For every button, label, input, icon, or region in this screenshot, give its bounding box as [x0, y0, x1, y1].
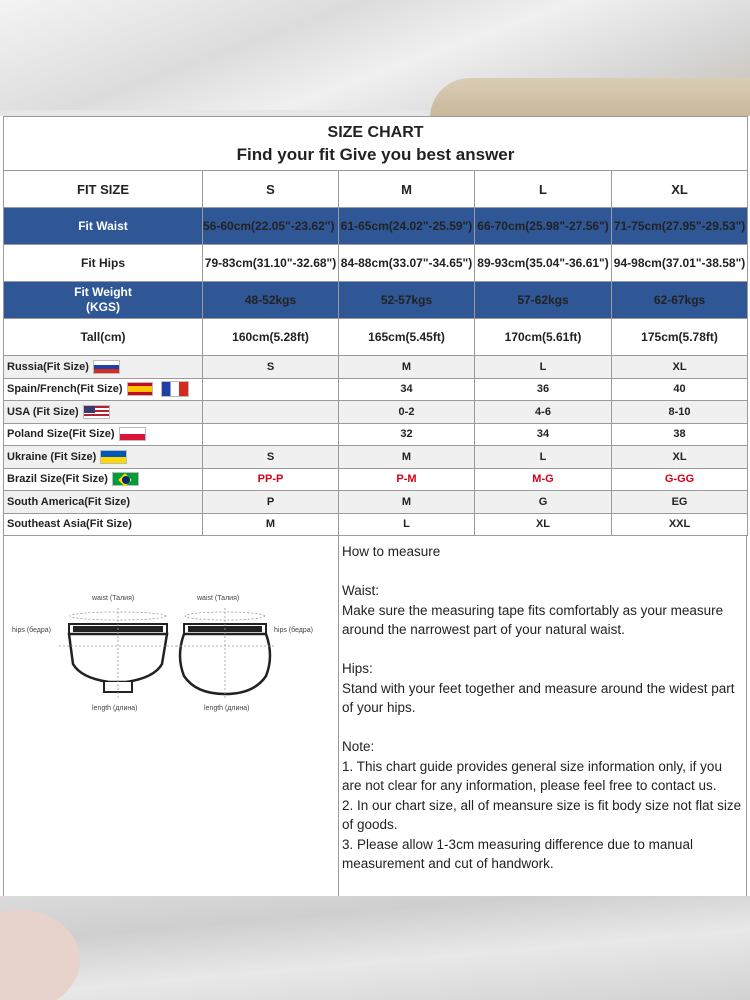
measure-section	[3, 536, 747, 896]
country-label-poland: Poland Size(Fit Size)	[7, 428, 115, 441]
size-header-l: L	[475, 171, 612, 208]
hips-value-s: 79-83cm(31.10"-32.68")	[203, 245, 339, 282]
ukraine-value-l: L	[475, 446, 612, 469]
brazil-flag-icon	[112, 472, 139, 486]
poland-value-l: 34	[475, 423, 612, 446]
weight-value-m: 52-57kgs	[339, 282, 475, 319]
country-label-ukraine: Ukraine (Fit Size)	[7, 450, 97, 463]
tall-value-l: 170cm(5.61ft)	[475, 319, 612, 356]
front-hips-label: hips (бедра)	[12, 627, 51, 634]
country-row-usa	[4, 401, 748, 424]
spain-flag-icon	[127, 382, 153, 396]
tall-value-xl: 175cm(5.78ft)	[612, 319, 748, 356]
weight-value-xl: 62-67kgs	[612, 282, 748, 319]
fit-size-header: FIT SIZE	[4, 171, 203, 208]
russia-flag-icon	[93, 360, 120, 374]
waist-value-l: 66-70cm(25.98"-27.56")	[475, 208, 612, 245]
back-hips-label: hips (бедра)	[274, 627, 313, 634]
weight-value-s: 48-52kgs	[203, 282, 339, 319]
southeast-asia-value-l: XL	[475, 513, 612, 536]
russia-value-m: M	[339, 356, 475, 379]
photo-background-bottom	[0, 890, 750, 1000]
front-length-label: length (длина)	[92, 705, 138, 712]
waist-title: Waist:	[342, 583, 379, 598]
measure-diagram	[4, 536, 339, 896]
waist-label: Fit Waist	[4, 208, 203, 245]
chart-title: SIZE CHART	[327, 123, 424, 141]
chart-subtitle: Find your fit Give you best answer	[236, 144, 515, 164]
southeast-asia-value-xl: XXL	[612, 513, 748, 536]
photo-background-top	[0, 0, 750, 110]
country-label-russia: Russia(Fit Size)	[7, 360, 89, 373]
front-brief-drawing	[12, 595, 179, 712]
brazil-value-xl: G-GG	[612, 468, 748, 491]
tall-value-m: 165cm(5.45ft)	[339, 319, 475, 356]
panties-diagram	[4, 586, 334, 716]
tall-label: Tall(cm)	[4, 319, 203, 356]
ukraine-value-s: S	[203, 446, 339, 469]
note-3: 3. Please allow 1-3cm measuring difference due to manual measurement and cut of handwork.	[342, 836, 693, 871]
usa-value-s	[203, 401, 339, 424]
south-america-value-xl: EG	[612, 491, 748, 514]
country-label-usa: USA (Fit Size)	[7, 405, 79, 418]
southeast-asia-value-s: M	[203, 513, 339, 536]
brazil-value-m: P-M	[339, 468, 475, 491]
country-label-spain-french: Spain/French(Fit Size)	[7, 383, 123, 396]
hips-text: Stand with your feet together and measure around the widest part of your hips.	[342, 680, 735, 715]
title-cell	[4, 117, 748, 171]
brazil-value-s: PP-P	[203, 468, 339, 491]
weight-label: Fit Weight (KGS)	[4, 282, 203, 319]
measure-heading: How to measure	[342, 544, 441, 559]
russia-value-s: S	[203, 356, 339, 379]
russia-value-l: L	[475, 356, 612, 379]
country-row-ukraine	[4, 446, 748, 469]
back-length-label: length (длина)	[204, 705, 250, 712]
country-label-brazil: Brazil Size(Fit Size)	[7, 473, 108, 486]
south-america-value-l: G	[475, 491, 612, 514]
country-label-southeast-asia: Southeast Asia(Fit Size)	[4, 513, 203, 536]
hips-value-m: 84-88cm(33.07"-34.65")	[339, 245, 475, 282]
tall-value-s: 160cm(5.28ft)	[203, 319, 339, 356]
spain-value-l: 36	[475, 378, 612, 401]
south-america-value-m: M	[339, 491, 475, 514]
country-row-poland	[4, 423, 748, 446]
waist-text: Make sure the measuring tape fits comfortably as your measure around the narrowest part of your natural waist.	[342, 602, 724, 637]
country-row-russia	[4, 356, 748, 379]
size-header-m: M	[339, 171, 475, 208]
hips-value-xl: 94-98cm(37.01"-38.58")	[612, 245, 748, 282]
weight-value-l: 57-62kgs	[475, 282, 612, 319]
country-row-brazil	[4, 468, 748, 491]
usa-value-m: 0-2	[339, 401, 475, 424]
country-label-south-america: South America(Fit Size)	[4, 491, 203, 514]
weight-row	[4, 282, 748, 319]
measure-instructions	[342, 542, 742, 874]
poland-value-s	[203, 423, 339, 446]
south-america-value-s: P	[203, 491, 339, 514]
ukraine-value-m: M	[339, 446, 475, 469]
country-row-south-america	[4, 491, 748, 514]
poland-value-xl: 38	[612, 423, 748, 446]
usa-value-l: 4-6	[475, 401, 612, 424]
front-waist-label: waist (Талия)	[92, 595, 135, 602]
hips-title: Hips:	[342, 661, 373, 676]
size-chart-sheet	[0, 116, 750, 896]
country-row-spain-french	[4, 378, 748, 401]
brazil-value-l: M-G	[475, 468, 612, 491]
hips-label: Fit Hips	[4, 245, 203, 282]
hips-value-l: 89-93cm(35.04"-36.61")	[475, 245, 612, 282]
poland-flag-icon	[119, 427, 146, 441]
back-waist-label: waist (Талия)	[197, 595, 240, 602]
usa-flag-icon	[83, 405, 110, 419]
usa-value-xl: 8-10	[612, 401, 748, 424]
southeast-asia-value-m: L	[339, 513, 475, 536]
header-row	[4, 171, 748, 208]
ukraine-flag-icon	[100, 450, 127, 464]
size-header-xl: XL	[612, 171, 748, 208]
poland-value-m: 32	[339, 423, 475, 446]
waist-row	[4, 208, 748, 245]
size-header-s: S	[203, 171, 339, 208]
size-chart-table	[3, 116, 748, 536]
spain-value-s	[203, 378, 339, 401]
france-flag-icon	[161, 381, 189, 397]
waist-value-s: 56-60cm(22.05"-23.62")	[203, 208, 339, 245]
tall-row	[4, 319, 748, 356]
country-row-southeast-asia	[4, 513, 748, 536]
note-title: Note:	[342, 739, 375, 754]
note-1: 1. This chart guide provides general size information only, if you are not clear for any information, please feel free to contact us.	[342, 758, 722, 793]
russia-value-xl: XL	[612, 356, 748, 379]
spain-value-xl: 40	[612, 378, 748, 401]
spain-value-m: 34	[339, 378, 475, 401]
ukraine-value-xl: XL	[612, 446, 748, 469]
waist-value-m: 61-65cm(24.02"-25.59")	[339, 208, 475, 245]
note-2: 2. In our chart size, all of meansure size is fit body size not flat size of goods.	[342, 797, 742, 832]
waist-value-xl: 71-75cm(27.95"-29.53")	[612, 208, 748, 245]
hips-row	[4, 245, 748, 282]
back-brief-drawing	[176, 595, 313, 712]
